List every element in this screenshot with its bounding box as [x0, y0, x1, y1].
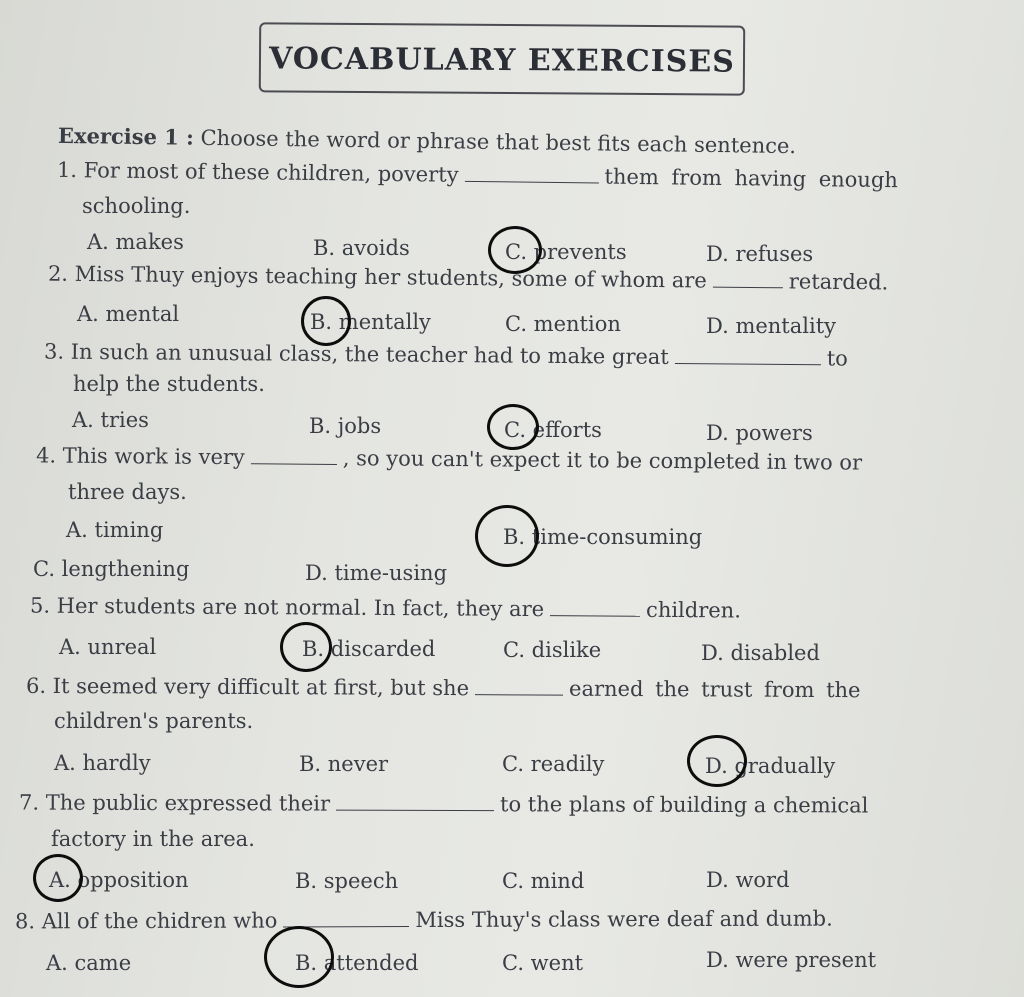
question-8	[15, 907, 833, 934]
question-text: help the students.	[73, 372, 265, 396]
option-a: A. hardly	[54, 751, 151, 775]
exercise-instruction: Choose the word or phrase that best fits each sentence.	[200, 125, 797, 159]
question-text: factory in the area.	[51, 827, 255, 851]
answer-circle-q4	[475, 505, 539, 567]
option-c: C. readily	[502, 752, 605, 776]
option-c: C. went	[502, 951, 584, 975]
question-text: children's parents.	[54, 709, 254, 733]
option-b: B. jobs	[309, 414, 382, 438]
question-text: , so you can't expect it to be completed in two or	[342, 446, 863, 475]
answer-circle-q2	[301, 296, 351, 346]
question-6	[26, 674, 861, 702]
question-text: to the plans of building a chemical	[500, 792, 869, 818]
answer-circle-q7	[33, 854, 83, 902]
option-c: C. mind	[502, 869, 585, 893]
page-title: VOCABULARY EXERCISES	[268, 41, 736, 80]
question-text: earned the trust from the	[568, 676, 861, 703]
question-text: 2. Miss Thuy enjoys teaching her students, some of whom are	[47, 261, 707, 293]
answer-blank	[713, 286, 783, 289]
option-b: B. discarded	[302, 637, 436, 661]
answer-blank	[550, 614, 640, 617]
exercise-label: Exercise 1 :	[57, 122, 195, 150]
option-c: C. efforts	[504, 418, 602, 442]
question-text: 4. This work is very	[35, 443, 245, 470]
option-b: B. time-consuming	[503, 525, 703, 549]
option-d: D. disabled	[701, 641, 820, 665]
option-a: A. timing	[66, 518, 164, 542]
option-c: C. dislike	[503, 638, 602, 662]
option-a: A. opposition	[49, 868, 189, 892]
option-d: D. refuses	[706, 242, 814, 266]
answer-circle-q1	[488, 226, 542, 274]
question-text: 5. Her students are not normal. In fact, they are	[29, 593, 545, 622]
answer-circle-q5	[280, 622, 332, 672]
question-3	[44, 339, 848, 370]
option-a: A. tries	[72, 408, 149, 432]
question-text: Miss Thuy's class were deaf and dumb.	[415, 906, 833, 933]
option-b: B. avoids	[313, 236, 410, 260]
question-text: 3. In such an unusual class, the teacher had to make great	[43, 339, 669, 369]
option-b: B. never	[299, 752, 389, 776]
option-d: D. word	[706, 868, 790, 892]
question-text: children.	[646, 597, 742, 623]
option-d: D. time-using	[305, 561, 448, 585]
option-b: B. speech	[295, 869, 399, 893]
option-a: A. unreal	[59, 635, 157, 659]
option-c: C. mention	[505, 312, 621, 336]
question-text: 7. The public expressed their	[18, 790, 331, 816]
option-b: B. mentally	[310, 310, 431, 334]
question-4	[36, 443, 862, 474]
answer-blank	[675, 362, 821, 365]
option-c: C. lengthening	[33, 557, 190, 581]
question-text: schooling.	[82, 194, 191, 218]
option-a: A. came	[46, 951, 132, 975]
exercise-heading	[58, 123, 796, 158]
question-text: to	[826, 346, 848, 371]
question-2	[48, 262, 888, 295]
option-a: A. makes	[87, 230, 184, 254]
question-text: 1. For most of these children, poverty	[56, 157, 459, 187]
question-5	[30, 594, 741, 623]
answer-circle-q6	[687, 735, 747, 787]
answer-blank	[475, 693, 563, 695]
answer-circle-q8	[264, 926, 334, 988]
answer-blank	[336, 809, 494, 812]
title-box	[259, 22, 745, 95]
question-text: 6. It seemed very difficult at first, but she	[25, 673, 470, 701]
question-text: three days.	[68, 480, 187, 504]
option-c: C. prevents	[505, 240, 627, 264]
option-d: D. gradually	[705, 754, 836, 778]
question-text: them from having enough	[604, 164, 899, 193]
option-d: D. mentality	[706, 314, 836, 338]
answer-blank	[464, 180, 598, 184]
question-1	[57, 158, 898, 192]
answer-blank	[251, 462, 337, 465]
question-text: retarded.	[788, 269, 889, 295]
option-a: A. mental	[77, 302, 180, 326]
option-d: D. powers	[706, 421, 813, 445]
question-7	[19, 791, 868, 818]
option-d: D. were present	[706, 948, 877, 972]
question-text: 8. All of the chidren who	[14, 908, 278, 934]
option-b: B. attended	[295, 951, 419, 975]
answer-circle-q3	[487, 404, 539, 450]
